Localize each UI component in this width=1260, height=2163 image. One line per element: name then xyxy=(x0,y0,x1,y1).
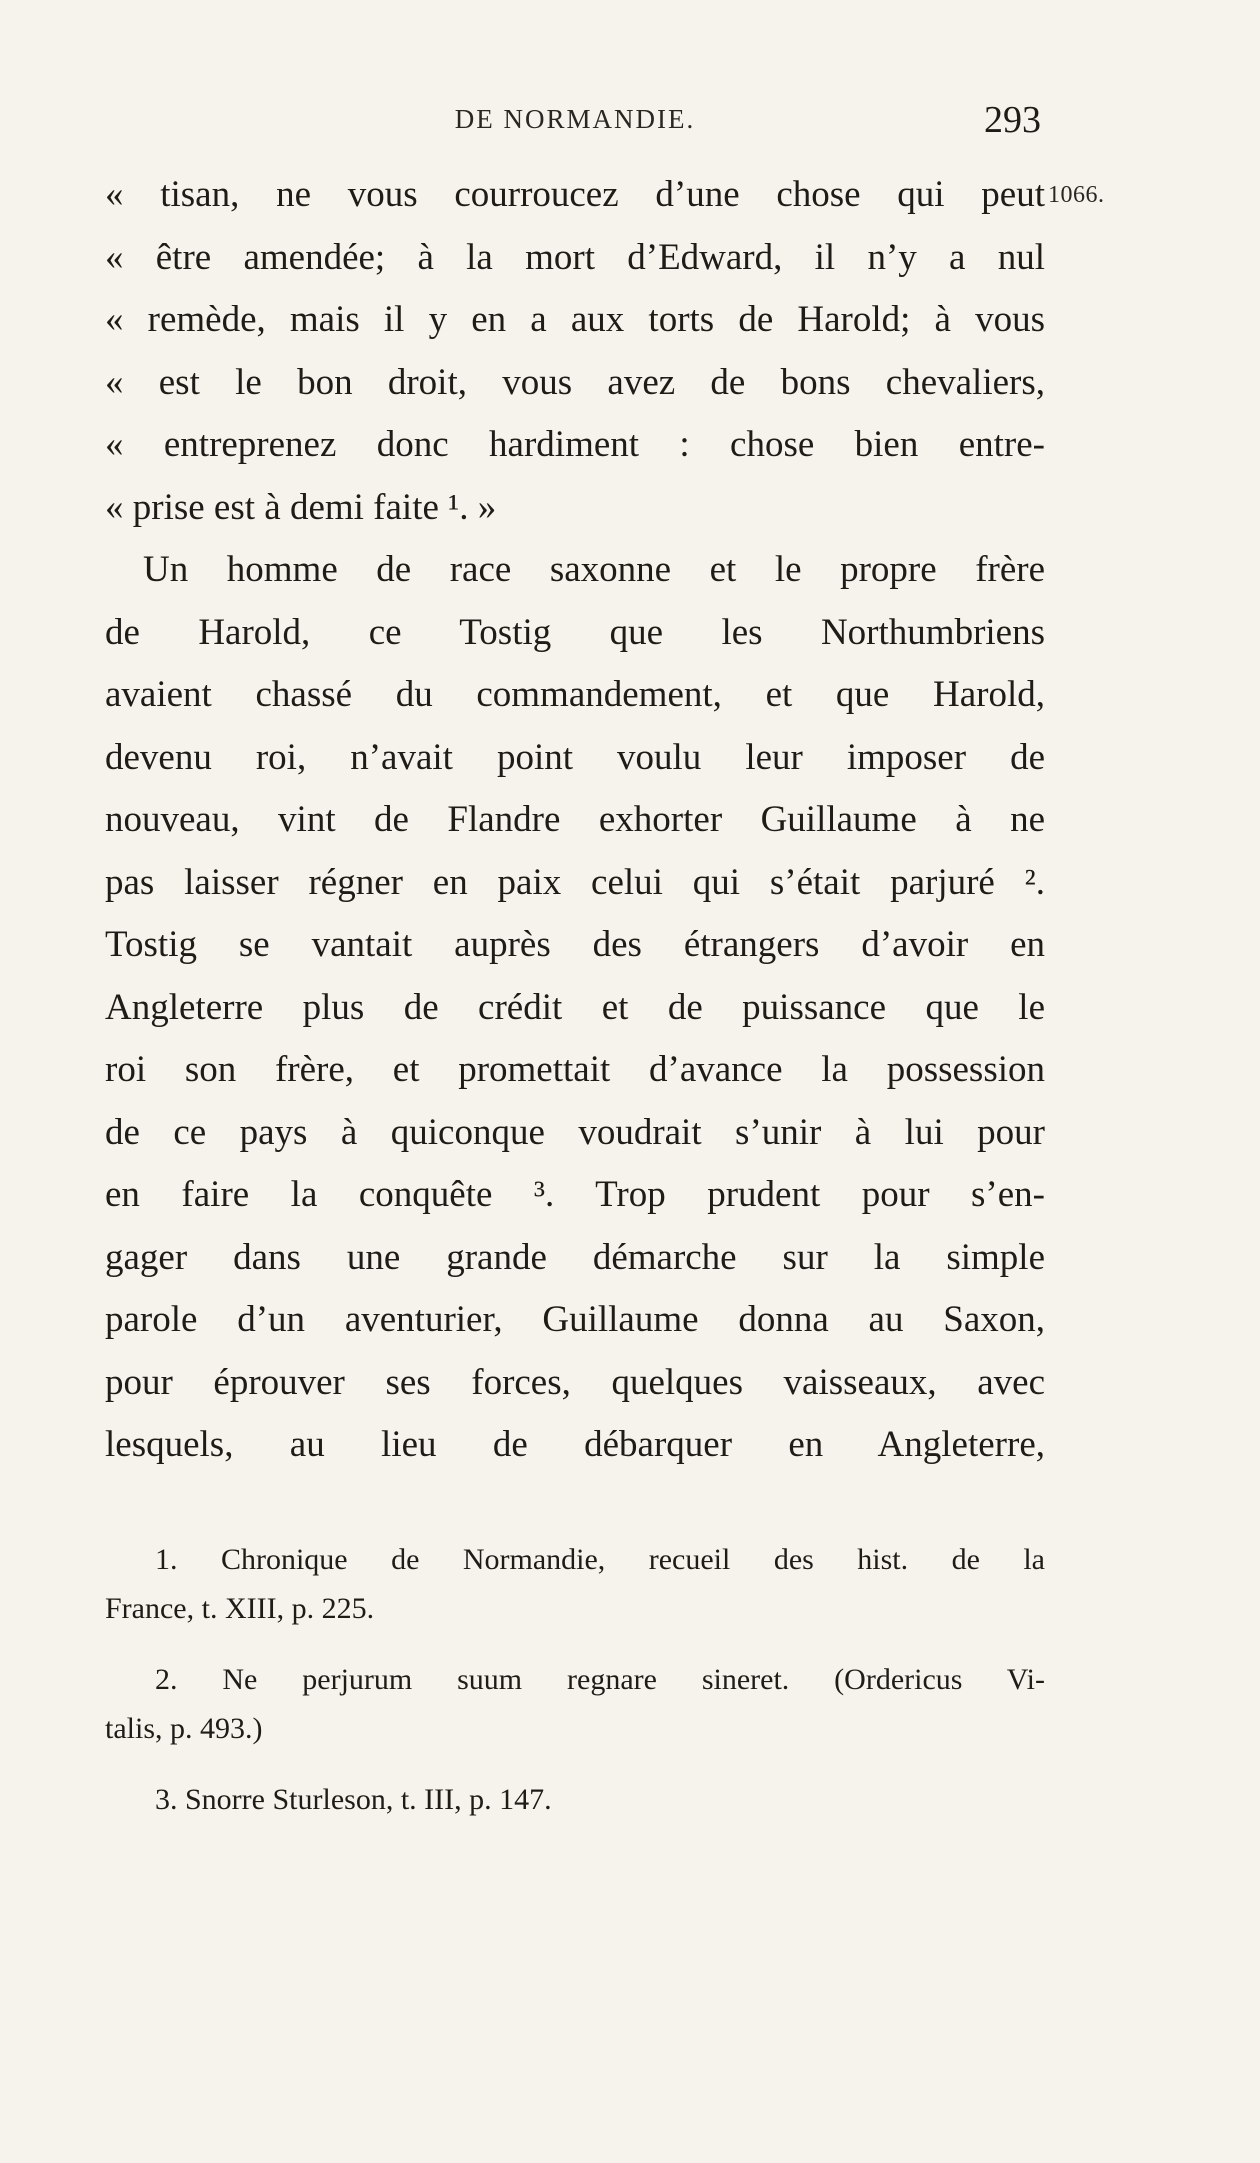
footnote-2: 2. Ne perjurum suum regnare sineret. (Ordericus Vi- xyxy=(155,1663,1045,1696)
text-line: de ce pays à quiconque voudrait s’unir à lui pour xyxy=(105,1111,1045,1153)
text-line: Angleterre plus de crédit et de puissance que le xyxy=(105,986,1045,1028)
footnote-3: 3. Snorre Sturleson, t. III, p. 147. xyxy=(155,1783,552,1816)
text-line: lesquels, au lieu de débarquer en Angleterre, xyxy=(105,1424,1045,1465)
footnote-spacer xyxy=(105,1753,1045,1775)
text-line: « entreprenez donc hardiment : chose bien entre- xyxy=(105,424,1045,465)
text-line: « est le bon droit, vous avez de bons chevaliers, xyxy=(105,361,1045,403)
text-line: en faire la conquête ³. Trop prudent pour s’en- xyxy=(105,1174,1045,1215)
main-text xyxy=(105,164,1045,1477)
footnote-spacer xyxy=(105,1633,1045,1655)
text-line: pas laisser régner en paix celui qui s’était parjuré ². xyxy=(105,861,1045,903)
text-line: de Harold, ce Tostig que les Northumbriens xyxy=(105,611,1045,653)
text-line: roi son frère, et promettait d’avance la possession xyxy=(105,1049,1045,1090)
text-line: gager dans une grande démarche sur la simple xyxy=(105,1236,1045,1278)
text-line: devenu roi, n’avait point voulu leur imposer de xyxy=(105,736,1045,778)
text-line: « remède, mais il y en a aux torts de Harold; à vous xyxy=(105,299,1045,340)
footnote-2-continued: talis, p. 493.) xyxy=(105,1712,263,1745)
text-line: avaient chassé du commandement, et que Harold, xyxy=(105,674,1045,715)
running-head xyxy=(105,99,1045,144)
footnote-1-continued: France, t. XIII, p. 225. xyxy=(105,1592,375,1625)
paragraph-start-line: Un homme de race saxonne et le propre frère xyxy=(143,549,1045,590)
text-line: parole d’un aventurier, Guillaume donna au Saxon, xyxy=(105,1299,1045,1340)
margin-year-note: 1066. xyxy=(1048,182,1105,208)
text-line: pour éprouver ses forces, quelques vaisseaux, avec xyxy=(105,1361,1045,1403)
text-line: nouveau, vint de Flandre exhorter Guillaume à ne xyxy=(105,799,1045,840)
footnote-1: 1. Chronique de Normandie, recueil des hist. de la xyxy=(155,1543,1045,1576)
text-line: Tostig se vantait auprès des étrangers d’avoir en xyxy=(105,924,1045,965)
text-line: « tisan, ne vous courroucez d’une chose qui peut xyxy=(105,174,1045,215)
running-title: DE NORMANDIE. xyxy=(454,104,696,134)
text-line: « prise est à demi faite ¹. » xyxy=(105,486,497,528)
footnotes xyxy=(105,1535,1045,1824)
text-line: « être amendée; à la mort d’Edward, il n’y a nul xyxy=(105,236,1045,278)
page-number: 293 xyxy=(984,99,1041,141)
